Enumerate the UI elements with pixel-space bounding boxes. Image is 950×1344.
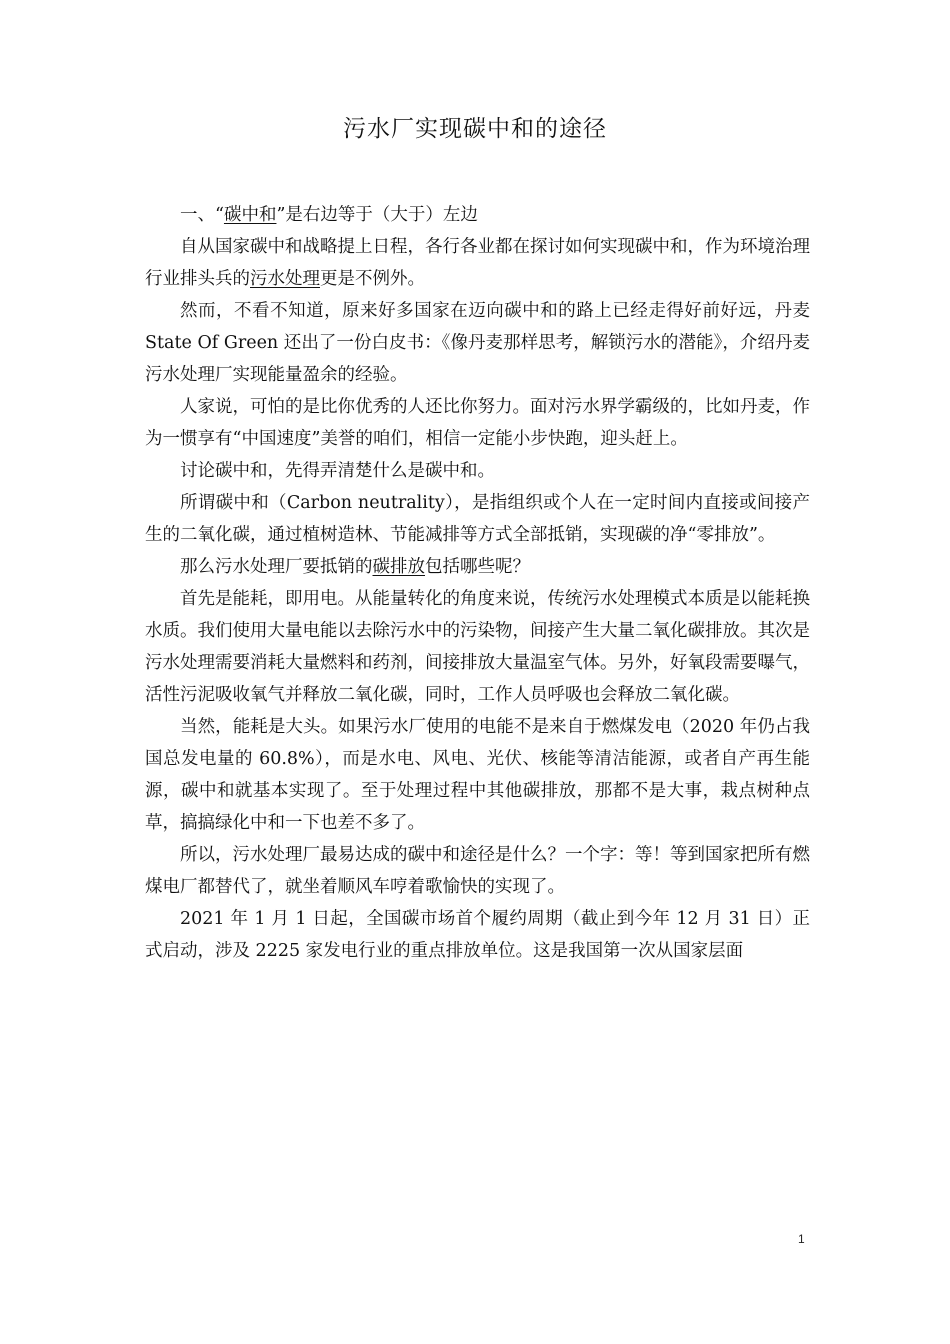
paragraph-1-tail: 更是不例外。 [320, 269, 425, 289]
sewage-treatment-link[interactable]: 污水处理 [250, 269, 320, 289]
section-heading-prefix: 一、“ [180, 205, 224, 225]
section-heading-suffix: ”是右边等于（大于）左边 [276, 205, 478, 225]
paragraph-1 [145, 231, 810, 295]
page-number: 1 [798, 1232, 805, 1246]
paragraph-6-text: 那么污水处理厂要抵销的 [180, 557, 373, 577]
paragraph-5: 所谓碳中和（Carbon neutrality），是指组织或个人在一定时间内直接或间接产生的二氧化碳，通过植树造林、节能减排等方式全部抵销，实现碳的净“零排放”。 [145, 493, 810, 545]
paragraph-3: 人家说，可怕的是比你优秀的人还比你努力。面对污水界学霸级的，比如丹麦，作为一惯享有“中国速度”美誉的咱们，相信一定能小步快跑，迎头赶上。 [145, 397, 810, 449]
paragraph-2: 然而，不看不知道，原来好多国家在迈向碳中和的路上已经走得好前好远，丹麦 State Of Green 还出了一份白皮书：《像丹麦那样思考，解锁污水的潜能》，介绍丹麦污水处理厂实现能量盈余的经验。 [145, 301, 810, 385]
paragraph-9: 所以，污水处理厂最易达成的碳中和途径是什么？一个字：等！等到国家把所有燃煤电厂都替代了，就坐着顺风车哼着歌愉快的实现了。 [145, 845, 810, 897]
paragraph-4: 讨论碳中和，先得弄清楚什么是碳中和。 [180, 461, 495, 481]
paragraph-1-text: 自从国家碳中和战略提上日程，各行各业都在探讨如何实现碳中和，作为环境治理行业排头兵的 [145, 237, 810, 289]
document-title: 污水厂实现碳中和的途径 [343, 116, 607, 142]
carbon-neutrality-link[interactable]: 碳中和 [223, 205, 277, 225]
section-heading-1 [145, 199, 810, 231]
document-body [145, 199, 810, 967]
carbon-emission-link[interactable]: 碳排放 [372, 557, 425, 577]
paragraph-6 [145, 551, 810, 583]
paragraph-8: 当然，能耗是大头。如果污水厂使用的电能不是来自于燃煤发电（2020 年仍占我国总发电量的 60.8%），而是水电、风电、光伏、核能等清洁能源，或者自产再生能源，碳中和就基本实现了。至于处理过程中其他碳排放，那都不是大事，栽点树种点草，搞搞绿化中和一下也差不多了。 [145, 717, 810, 833]
paragraph-6-tail: 包括哪些呢？ [425, 557, 530, 577]
paragraph-10: 2021 年 1 月 1 日起，全国碳市场首个履约周期（截止到今年 12 月 31 日）正式启动，涉及 2225 家发电行业的重点排放单位。这是我国第一次从国家层面 [145, 909, 810, 961]
paragraph-7: 首先是能耗，即用电。从能量转化的角度来说，传统污水处理模式本质是以能耗换水质。我们使用大量电能以去除污水中的污染物，间接产生大量二氧化碳排放。其次是污水处理需要消耗大量燃料和药剂，间接排放大量温室气体。另外，好氧段需要曝气，活性污泥吸收氧气并释放二氧化碳，同时，工作人员呼吸也会释放二氧化碳。 [145, 589, 810, 705]
